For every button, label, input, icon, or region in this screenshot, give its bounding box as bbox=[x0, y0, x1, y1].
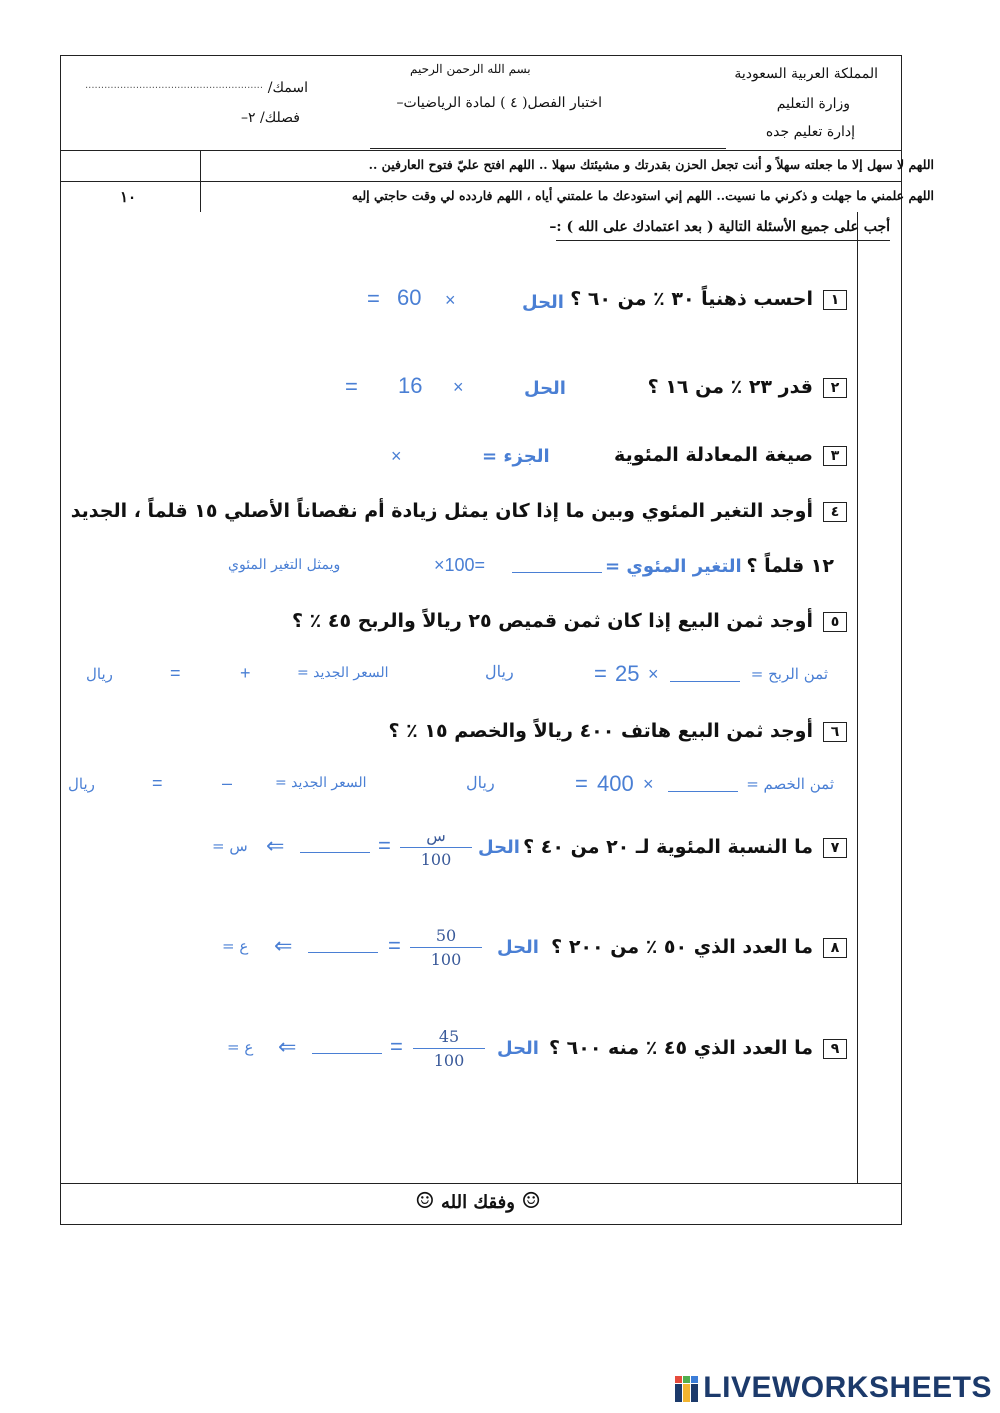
question-number: ٣ bbox=[823, 446, 847, 466]
good-luck-text: وفقك الله bbox=[441, 1192, 515, 1213]
question-text: أوجد التغير المئوي وبين ما إذا كان يمثل زيادة أم نقصاناً الأصلي ١٥ قلماً ، الجديد bbox=[70, 500, 813, 522]
q4-times-100: ×100= bbox=[434, 555, 486, 575]
question-6 bbox=[389, 720, 847, 742]
dua-line-1: اللهم لا سهل إلا ما جعلته سهلاً و أنت تجعل الحزن بقدرتك و مشيئتك سهلا .. اللهم افتح عليّ فتوح العارفين .. bbox=[368, 157, 934, 172]
q3-input-a[interactable] bbox=[410, 444, 476, 470]
q5-times: × bbox=[648, 664, 659, 684]
q6-input-c[interactable] bbox=[98, 770, 148, 796]
score-box-divider bbox=[200, 150, 201, 212]
instructions: أجب على جميع الأسئلة التالية ( بعد اعتمادك على الله ) :– bbox=[549, 219, 890, 235]
question-text: احسب ذهنياً ٣٠ ٪ من ٦٠ ؟ bbox=[570, 288, 813, 310]
question-number: ٨ bbox=[823, 938, 847, 958]
q3-input-b[interactable] bbox=[320, 444, 386, 470]
q6-minus: – bbox=[222, 773, 233, 793]
q4-result-input[interactable] bbox=[355, 552, 430, 580]
q7-blank[interactable] bbox=[300, 852, 370, 853]
smiley-icon: ☺ bbox=[521, 1188, 541, 1214]
question-number: ٧ bbox=[823, 838, 847, 858]
q7-equals: = bbox=[378, 833, 391, 858]
question-number: ٩ bbox=[823, 1039, 847, 1059]
question-number: ١ bbox=[823, 290, 847, 310]
q4-represents-label: ويمثل التغير المئوي bbox=[228, 557, 341, 573]
q5-equals: = bbox=[594, 661, 607, 686]
fraction-numerator: س bbox=[426, 826, 446, 845]
q1-value: 60 bbox=[397, 285, 422, 310]
q7-solution-label: الحل bbox=[478, 837, 520, 858]
question-text: صيغة المعادلة المئوية bbox=[614, 444, 813, 466]
question-9 bbox=[549, 1037, 847, 1059]
q5-input-a[interactable] bbox=[255, 660, 295, 686]
question-3 bbox=[614, 444, 847, 466]
smiley-icon: ☺ bbox=[415, 1188, 435, 1214]
q5-eq2: = bbox=[170, 663, 181, 683]
q9-blank[interactable] bbox=[312, 1053, 382, 1054]
fraction-bar bbox=[410, 947, 482, 948]
question-2 bbox=[648, 376, 847, 398]
question-4-continued: ١٢ قلماً ؟ bbox=[746, 555, 834, 577]
q2-equals: = bbox=[345, 374, 358, 399]
question-text: قدر ٢٣ ٪ من ١٦ ؟ bbox=[647, 376, 813, 398]
fraction-bar bbox=[400, 847, 472, 848]
question-text: ما العدد الذي ٥٠ ٪ من ٢٠٠ ؟ bbox=[551, 936, 813, 958]
q5-input-b[interactable] bbox=[190, 660, 235, 686]
q2-value: 16 bbox=[398, 373, 423, 398]
q6-new-price-label: السعر الجديد = bbox=[275, 775, 367, 791]
ministry-label: وزارة التعليم bbox=[776, 96, 850, 112]
q5-plus: + bbox=[240, 663, 251, 683]
basmala: بسم الله الرحمن الرحيم bbox=[410, 62, 531, 76]
q6-value: 400 bbox=[597, 771, 634, 796]
exam-title: اختبار الفصل( ٤ ) لمادة الرياضيات– bbox=[396, 95, 602, 111]
q9-fraction bbox=[413, 1027, 485, 1070]
name-field[interactable]: ........................................................ bbox=[85, 80, 264, 91]
q5-profit-label: ثمن الربح = bbox=[750, 665, 828, 683]
dua-line-2: اللهم علمني ما جهلت و ذكرني ما نسيت.. اللهم إني استودعك ما علمتني أياه ، اللهم فاردده لي وقت حاجتي إليه bbox=[351, 188, 934, 203]
q2-times: × bbox=[453, 377, 464, 397]
q1-answer-input[interactable] bbox=[460, 286, 515, 314]
q5-profit-input[interactable] bbox=[525, 660, 587, 686]
q5-riyal: ريال bbox=[485, 662, 514, 681]
dua-row-mid-rule bbox=[60, 181, 902, 182]
q6-percent-blank[interactable] bbox=[668, 791, 738, 792]
q7-arrow: ⇐ bbox=[266, 833, 285, 858]
q8-fraction bbox=[410, 926, 482, 969]
q5-riyal-2: ريال bbox=[86, 665, 113, 683]
q6-riyal-2: ريال bbox=[68, 775, 95, 793]
fraction-numerator: 50 bbox=[435, 926, 457, 945]
question-7 bbox=[523, 836, 847, 858]
question-text: ما النسبة المئوية لـ ٢٠ من ٤٠ ؟ bbox=[523, 836, 813, 858]
q6-input-a[interactable] bbox=[235, 770, 273, 796]
q9-equals: = bbox=[390, 1034, 403, 1059]
fraction-denominator: 100 bbox=[430, 950, 462, 969]
q6-discount-label: ثمن الخصم = bbox=[746, 775, 834, 793]
q6-discount-input[interactable] bbox=[505, 770, 567, 796]
q9-result-label: ع = bbox=[227, 1038, 254, 1056]
question-4 bbox=[71, 500, 847, 522]
question-1 bbox=[570, 288, 847, 310]
fraction-denominator: 100 bbox=[433, 1051, 465, 1070]
name-label: اسمك/ bbox=[267, 80, 308, 96]
q4-fraction-blank[interactable] bbox=[512, 572, 602, 573]
q5-value: 25 bbox=[615, 661, 640, 686]
name-underline bbox=[370, 148, 726, 149]
q8-equals: = bbox=[388, 933, 401, 958]
question-text: أوجد ثمن البيع هاتف ٤٠٠ ريالاً والخصم ١٥ ٪ ؟ bbox=[388, 720, 813, 742]
brand-name: LIVEWORKSHEETS bbox=[703, 1371, 992, 1404]
question-number: ٤ bbox=[823, 502, 847, 522]
question-number: ٥ bbox=[823, 612, 847, 632]
fraction-bar bbox=[413, 1048, 485, 1049]
question-text: أوجد ثمن البيع إذا كان ثمن قميص ٢٥ ريالاً والربح ٤٥ ٪ ؟ bbox=[292, 610, 813, 632]
q6-input-b[interactable] bbox=[170, 770, 215, 796]
q9-arrow: ⇐ bbox=[278, 1034, 297, 1059]
class-label: فصلك/ ٢– bbox=[241, 110, 300, 126]
question-8 bbox=[551, 936, 847, 958]
country-label: المملكة العربية السعودية bbox=[734, 66, 878, 82]
q6-equals: = bbox=[575, 771, 588, 796]
fraction-denominator: 100 bbox=[420, 850, 452, 869]
q2-result-input[interactable] bbox=[280, 374, 340, 402]
score-input[interactable] bbox=[62, 152, 198, 179]
q3-part-label: الجزء = bbox=[482, 446, 550, 467]
score-total: ١٠ bbox=[120, 188, 137, 206]
instructions-underline bbox=[556, 240, 890, 241]
q8-arrow: ⇐ bbox=[274, 933, 293, 958]
q3-times: × bbox=[391, 446, 402, 466]
admin-label: إدارة تعليم جده bbox=[765, 124, 855, 140]
q5-input-c[interactable] bbox=[118, 660, 166, 686]
q1-result-input[interactable] bbox=[300, 286, 362, 314]
question-text: ما العدد الذي ٤٥ ٪ منه ٦٠٠ ؟ bbox=[549, 1037, 813, 1059]
q8-solution-label: الحل bbox=[497, 937, 539, 958]
q5-new-price-label: السعر الجديد = bbox=[297, 665, 389, 681]
q6-riyal: ريال bbox=[466, 773, 495, 792]
q7-result-label: س = bbox=[212, 837, 248, 855]
q1-times: × bbox=[445, 290, 456, 310]
q6-times: × bbox=[643, 774, 654, 794]
dua-row-top-rule bbox=[60, 150, 902, 151]
q1-solution-label: الحل bbox=[522, 292, 564, 313]
q4-change-label: التغير المئوي = bbox=[605, 556, 742, 577]
fraction-numerator: 45 bbox=[438, 1027, 460, 1046]
liveworksheets-logo-icon bbox=[675, 1376, 699, 1402]
q2-solution-label: الحل bbox=[524, 378, 566, 399]
q2-answer-input[interactable] bbox=[470, 374, 520, 402]
question-number: ٢ bbox=[823, 378, 847, 398]
q8-result-label: ع = bbox=[222, 937, 249, 955]
q8-blank[interactable] bbox=[308, 952, 378, 953]
q5-percent-blank[interactable] bbox=[670, 681, 740, 682]
q4-type-input[interactable] bbox=[110, 552, 220, 580]
q7-fraction bbox=[400, 826, 472, 869]
question-5 bbox=[292, 610, 847, 632]
good-luck bbox=[415, 1188, 541, 1214]
q1-equals: = bbox=[367, 286, 380, 311]
q9-solution-label: الحل bbox=[497, 1038, 539, 1059]
question-number: ٦ bbox=[823, 722, 847, 742]
q6-eq2: = bbox=[152, 773, 163, 793]
liveworksheets-logo bbox=[675, 1371, 992, 1405]
